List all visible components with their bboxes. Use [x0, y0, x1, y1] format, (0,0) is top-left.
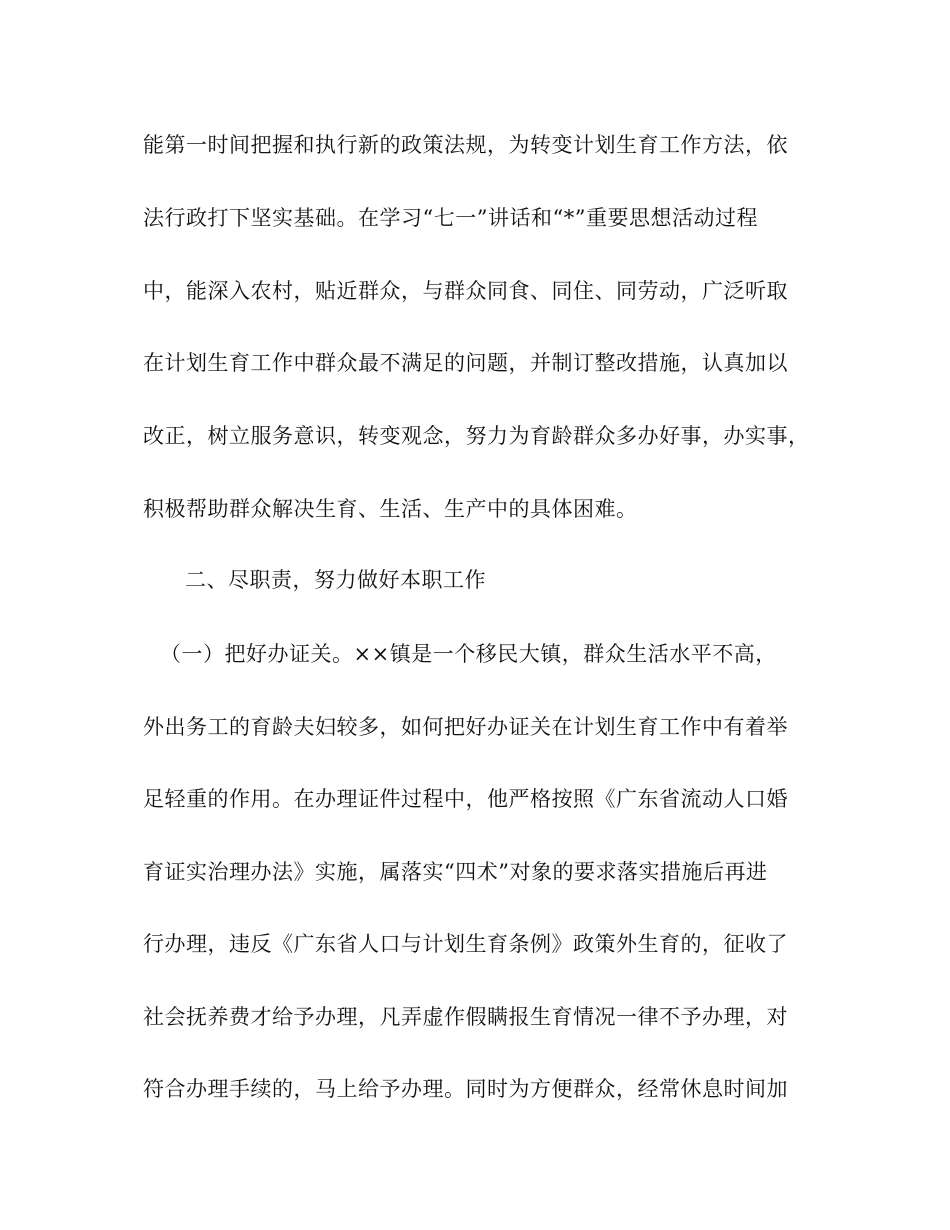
text-line: 改正，树立服务意识，转变观念，努力为育龄群众多办好事，办实事， — [143, 424, 810, 448]
text-line: 外出务工的育龄夫妇较多，如何把好办证关在计划生育工作中有着举 — [143, 715, 788, 739]
section-heading: 二、尽职责，努力做好本职工作 — [185, 568, 486, 592]
text-line: 足轻重的作用。在办理证件过程中，他严格按照《广东省流动人口婚 — [143, 787, 788, 811]
text-line: 育证实治理办法》实施，属落实“四术”对象的要求落实措施后再进 — [143, 860, 768, 884]
text-line: 法行政打下坚实基础。在学习“七一”讲话和“*”重要思想活动过程 — [143, 206, 758, 230]
text-line: 行办理，违反《广东省人口与计划生育条例》政策外生育的，征收了 — [143, 932, 788, 956]
text-line: 积极帮助群众解决生育、生活、生产中的具体困难。 — [143, 497, 638, 521]
text-line: 社会抚养费才给予办理，凡弄虚作假瞒报生育情况一律不予办理，对 — [143, 1005, 788, 1029]
text-line: 符合办理手续的，马上给予办理。同时为方便群众，经常休息时间加 — [143, 1077, 788, 1101]
text-line: 能第一时间把握和执行新的政策法规，为转变计划生育工作方法，依 — [143, 133, 788, 157]
text-line: 在计划生育工作中群众最不满足的问题，并制订整改措施，认真加以 — [143, 351, 788, 375]
subsection-heading-line: （一）把好办证关。××镇是一个移民大镇，群众生活水平不高， — [160, 642, 777, 666]
text-line: 中，能深入农村，贴近群众，与群众同食、同住、同劳动，广泛听取 — [143, 279, 788, 303]
